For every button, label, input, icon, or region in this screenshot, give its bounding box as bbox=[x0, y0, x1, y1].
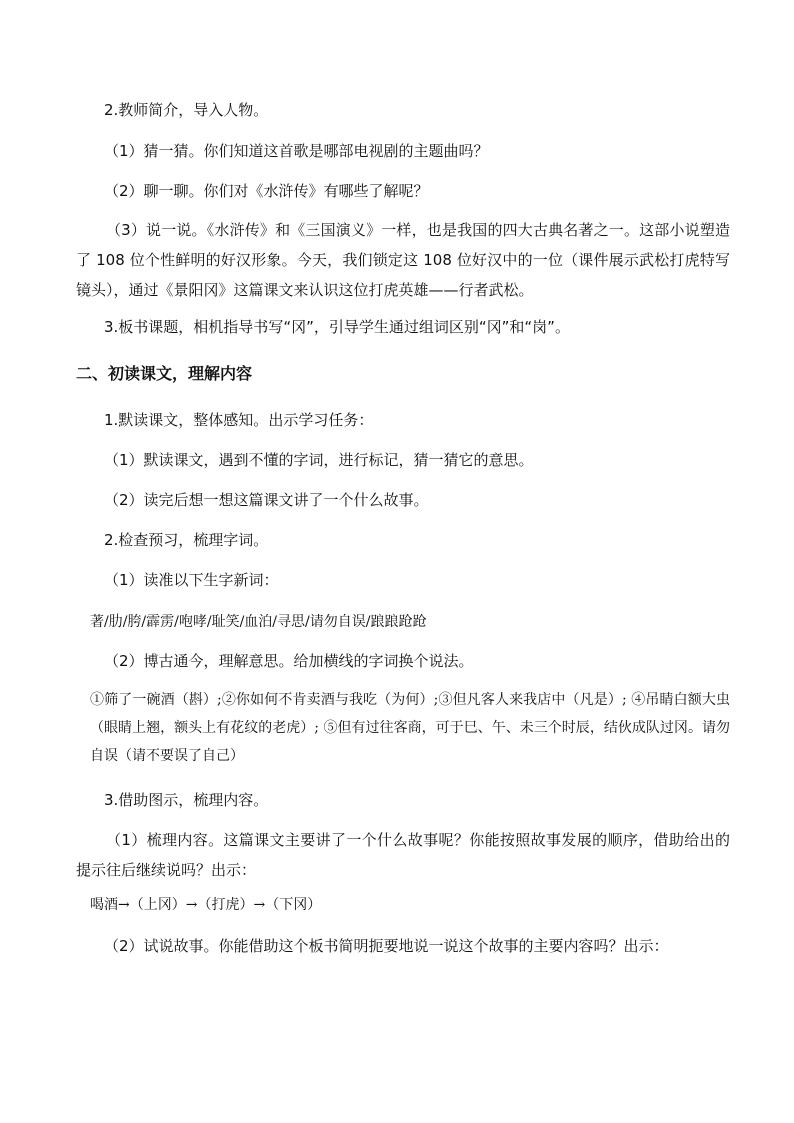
paragraph-guess: （1）猜一猜。你们知道这首歌是哪部电视剧的主题曲吗？ bbox=[104, 142, 489, 160]
section-heading-2: 二、初读课文，理解内容 bbox=[76, 364, 253, 383]
paragraph-silent-read: 1.默读课文，整体感知。出示学习任务： bbox=[104, 411, 374, 429]
paragraph-sort-content: （1）梳理内容。这篇课文主要讲了一个什么故事呢？你能按照故事发展的顺序，借助给出的提示往后继续说吗？出示： bbox=[76, 831, 730, 879]
paragraph-chat: （2）聊一聊。你们对《水浒传》有哪些了解呢？ bbox=[104, 182, 429, 200]
paragraph-task-1: （1）默读课文，遇到不懂的字词，进行标记，猜一猜它的意思。 bbox=[104, 451, 534, 469]
story-flow: 喝酒→（上冈）→（打虎）→（下冈） bbox=[90, 897, 322, 913]
paragraph-retell: （2）试说故事。你能借助这个板书简明扼要地说一说这个故事的主要内容吗？出示： bbox=[104, 937, 669, 955]
paragraph-word-meanings: ①筛了一碗酒（斟）;②你如何不肯卖酒与我吃（为何）;③但凡客人来我店中（凡是）; ④吊睛白额大虫（眼睛上翘，额头上有花纹的老虎）; ⑤但有过往客商，可于巳、午、未三个时辰，结伙成队过冈。请勿自误（请不要误了自己） bbox=[90, 692, 730, 764]
paragraph-diagram: 3.借助图示，梳理内容。 bbox=[104, 791, 269, 809]
paragraph-say: （3）说一说。《水浒传》和《三国演义》一样，也是我国的四大古典名著之一。这部小说塑造了 108 位个性鲜明的好汉形象。今天，我们锁定这 108 位好汉中的一位（课件展示武松打虎特写镜头），通过《景阳冈》这篇课文来认识这位打虎英雄——行者武松。 bbox=[76, 221, 730, 299]
paragraph-board-title: 3.板书课题，相机指导书写“冈”，引导学生通过组词区别“冈”和“岗”。 bbox=[104, 318, 570, 336]
paragraph-understand: （2）博古通今，理解意思。给加横线的字词换个说法。 bbox=[104, 652, 474, 670]
vocabulary-list: 著/肋/胯/霹雳/咆哮/耻笑/血泊/寻思/请勿自误/踉踉跄跄 bbox=[90, 614, 427, 630]
paragraph-check-preview: 2.检查预习，梳理字词。 bbox=[104, 531, 269, 549]
paragraph-intro-teacher: 2.教师简介，导入人物。 bbox=[104, 101, 269, 119]
paragraph-read-words: （1）读准以下生字新词： bbox=[104, 571, 279, 589]
paragraph-task-2: （2）读完后想一想这篇课文讲了一个什么故事。 bbox=[104, 491, 429, 509]
